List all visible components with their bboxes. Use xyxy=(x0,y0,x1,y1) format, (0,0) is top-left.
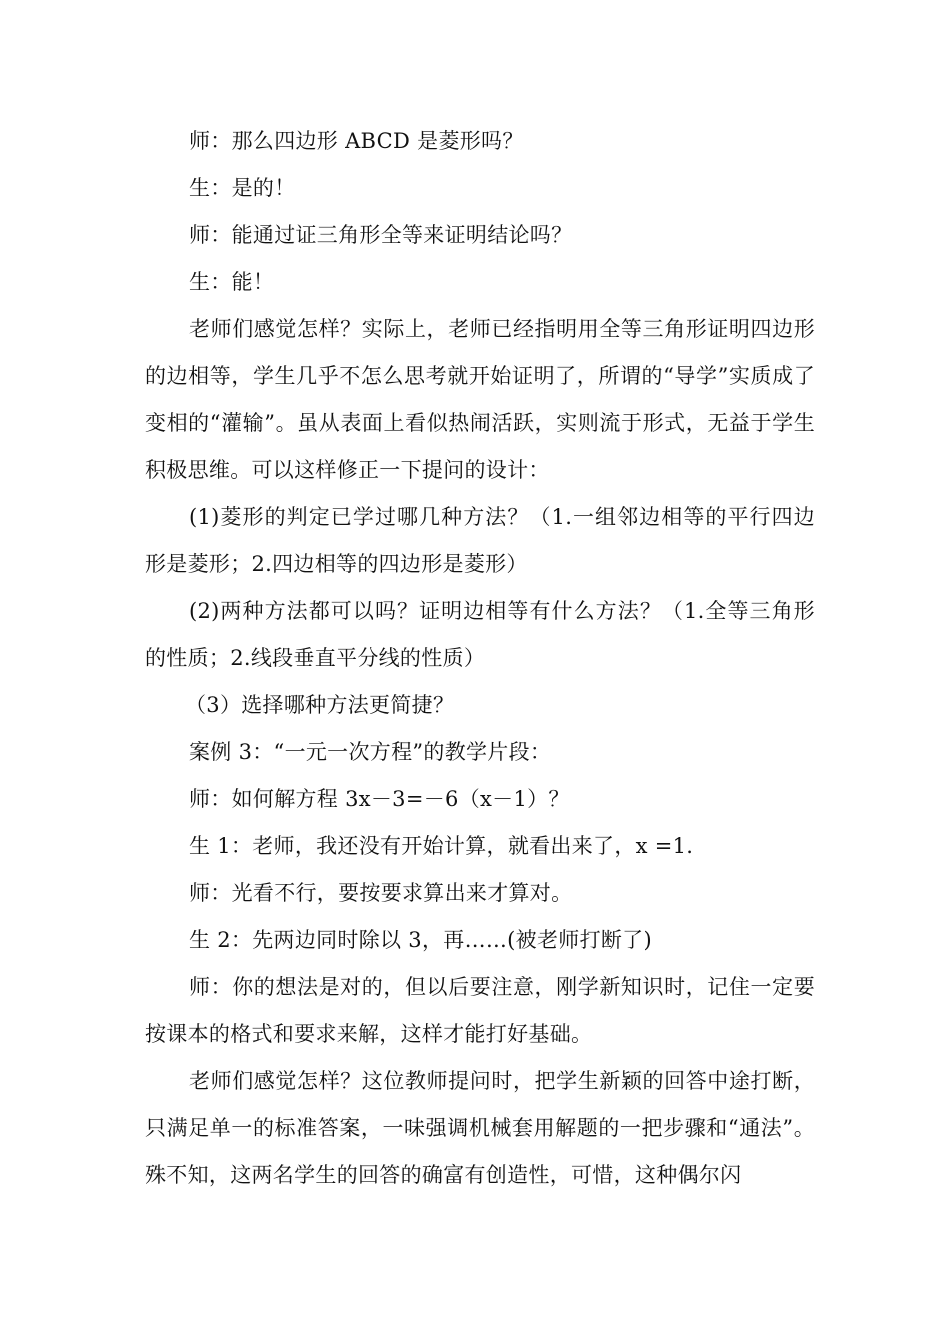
paragraph-teacher-congruent: 师：能通过证三角形全等来证明结论吗？ xyxy=(189,223,573,247)
paragraph-case-3-title: 案例 3：“一元一次方程”的教学片段： xyxy=(189,740,552,764)
paragraph-commentary-2: 老师们感觉怎样？这位教师提问时，把学生新颖的回答中途打断，只满足单一的标准答案，一味强调机械套用解题的一把步骤和“通法”。殊不知，这两名学生的回答的确富有创造性，可惜，这种偶尔闪 xyxy=(145,1069,815,1187)
paragraph-teacher-advice: 师：你的想法是对的，但以后要注意，刚学新知识时，记住一定要按课本的格式和要求来解，这样才能打好基础。 xyxy=(145,975,815,1046)
paragraph-teacher-reply: 师：光看不行，要按要求算出来才算对。 xyxy=(189,881,573,905)
paragraph-question-1: (1)菱形的判定已学过哪几种方法？（1.一组邻边相等的平行四边形是菱形；2.四边相等的四边形是菱形） xyxy=(145,505,815,576)
paragraph-student-can: 生：能！ xyxy=(189,270,275,294)
paragraph-commentary-1: 老师们感觉怎样？实际上，老师已经指明用全等三角形证明四边形的边相等，学生几乎不怎么思考就开始证明了，所谓的“导学”实质成了变相的“灌输”。虽从表面上看似热闹活跃，实则流于形式，无益于学生积极思维。可以这样修正一下提问的设计： xyxy=(145,317,815,482)
paragraph-student-1: 生 1：老师，我还没有开始计算，就看出来了，x =1. xyxy=(189,834,694,858)
document-body xyxy=(145,118,815,1199)
paragraph-teacher-question-rhombus: 师：那么四边形 ABCD 是菱形吗？ xyxy=(189,129,524,153)
paragraph-question-2: (2)两种方法都可以吗？证明边相等有什么方法？（1.全等三角形的性质；2.线段垂直平分线的性质） xyxy=(145,599,815,670)
paragraph-teacher-equation: 师：如何解方程 3x－3=－6（x－1）？ xyxy=(189,787,570,811)
paragraph-student-2: 生 2：先两边同时除以 3，再……(被老师打断了) xyxy=(189,928,652,952)
paragraph-question-3: （3）选择哪种方法更简捷？ xyxy=(185,693,455,717)
paragraph-student-yes: 生：是的！ xyxy=(189,176,296,200)
